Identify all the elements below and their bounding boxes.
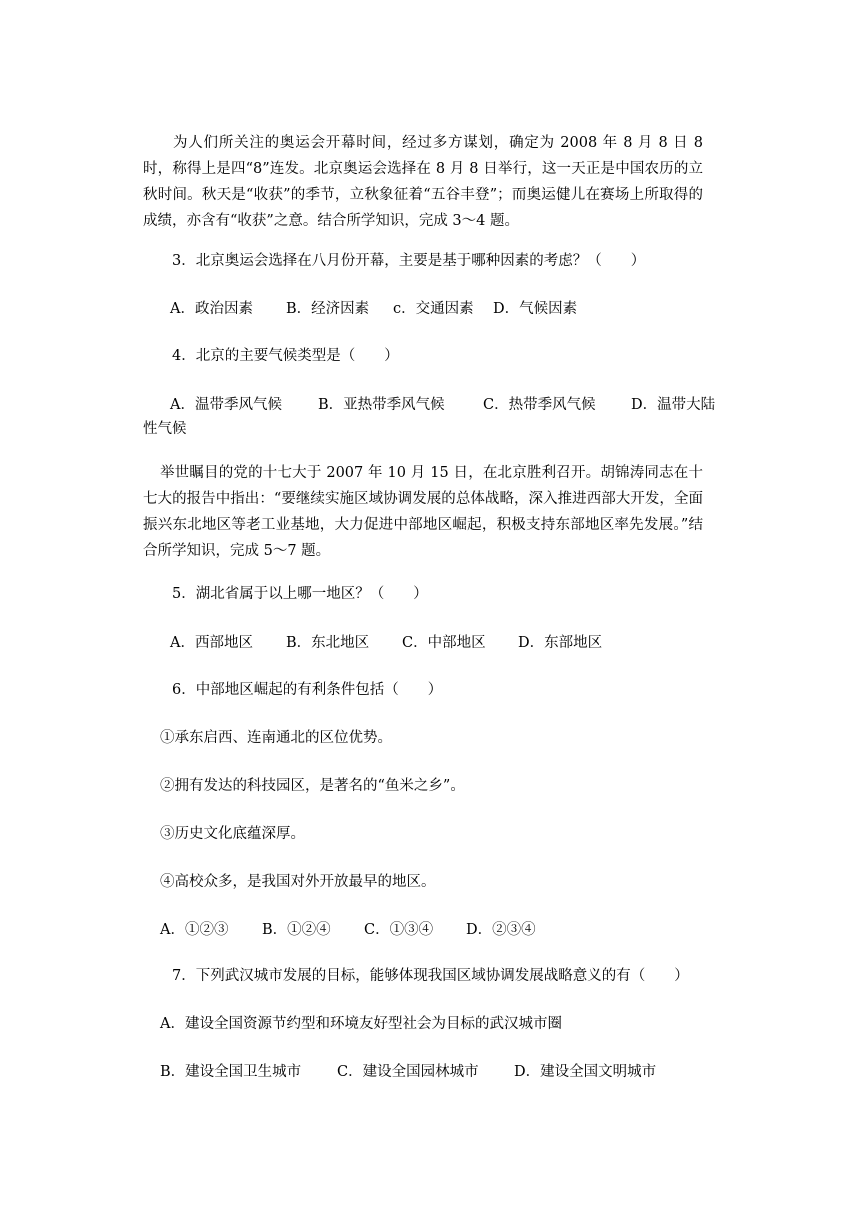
question-4-option-d: D．温带大陆: [631, 397, 716, 413]
question-4-stem: 4．北京的主要气候类型是（ ）: [172, 348, 399, 364]
question-6-option-c: C．①③④: [364, 922, 434, 938]
question-7-option-b: B．建设全国卫生城市: [160, 1064, 302, 1080]
question-6-item-3: ③历史文化底蕴深厚。: [160, 826, 305, 842]
question-4-option-b: B．亚热带季风气候: [318, 397, 445, 413]
reading-passage-olympics: 为人们所关注的奥运会开幕时间，经过多方谋划，确定为 2008 年 8 月 8 日 8 时，称得上是四“8”连发。北京奥运会选择在 8 月 8 日举行，这一天正是中国农历的立秋时间。秋天是“收获”的季节，立秋象征着“五谷丰登”；而奥运健儿在赛场上所取得的成绩，亦含有“收获”之意。结合所学知识，完成 3～4 题。: [143, 135, 703, 229]
question-4-option-a: A．温带季风气候: [170, 397, 282, 413]
question-5-option-c: C．中部地区: [402, 635, 486, 651]
question-3-option-b: B．经济因素: [286, 301, 370, 317]
question-7-stem: 7．下列武汉城市发展的目标，能够体现我国区域协调发展战略意义的有（ ）: [172, 968, 689, 984]
question-4-option-c: C．热带季风气候: [483, 397, 596, 413]
question-7-option-d: D．建设全国文明城市: [514, 1064, 657, 1080]
question-6-option-a: A．①②③: [160, 922, 229, 938]
question-6-stem: 6．中部地区崛起的有利条件包括（ ）: [172, 682, 443, 698]
question-3-option-d: D．气候因素: [493, 301, 578, 317]
reading-passage-congress: 举世瞩目的党的十七大于 2007 年 10 月 15 日，在北京胜利召开。胡锦涛同志在十七大的报告中指出：“要继续实施区域协调发展的总体战略，深入推进西部大开发，全面振兴东北地区等老工业基地，大力促进中部地区崛起，积极支持东部地区率先发展。”结合所学知识，完成 5～7 题。: [143, 465, 703, 559]
question-5-option-a: A．西部地区: [170, 635, 253, 651]
question-7-option-c: C．建设全国园林城市: [337, 1064, 479, 1080]
question-5-option-b: B．东北地区: [286, 635, 370, 651]
question-7-option-a: A．建设全国资源节约型和环境友好型社会为目标的武汉城市圈: [160, 1016, 562, 1032]
question-6-item-1: ①承东启西、连南通北的区位优势。: [160, 730, 392, 746]
question-6-option-b: B．①②④: [262, 922, 331, 938]
question-3-stem: 3．北京奥运会选择在八月份开幕，主要是基于哪种因素的考虑？（ ）: [172, 253, 646, 269]
question-6-option-d: D．②③④: [466, 922, 536, 938]
question-3-option-c: c．交通因素: [393, 301, 474, 317]
question-6-item-2: ②拥有发达的科技园区，是著名的“鱼米之乡”。: [160, 778, 465, 794]
question-5-option-d: D．东部地区: [518, 635, 603, 651]
question-4-option-d-wrap: 性气候: [143, 421, 187, 437]
question-3-option-a: A．政治因素: [170, 301, 253, 317]
question-5-stem: 5．湖北省属于以上哪一地区？（ ）: [172, 586, 428, 602]
question-6-item-4: ④高校众多，是我国对外开放最早的地区。: [160, 874, 436, 890]
